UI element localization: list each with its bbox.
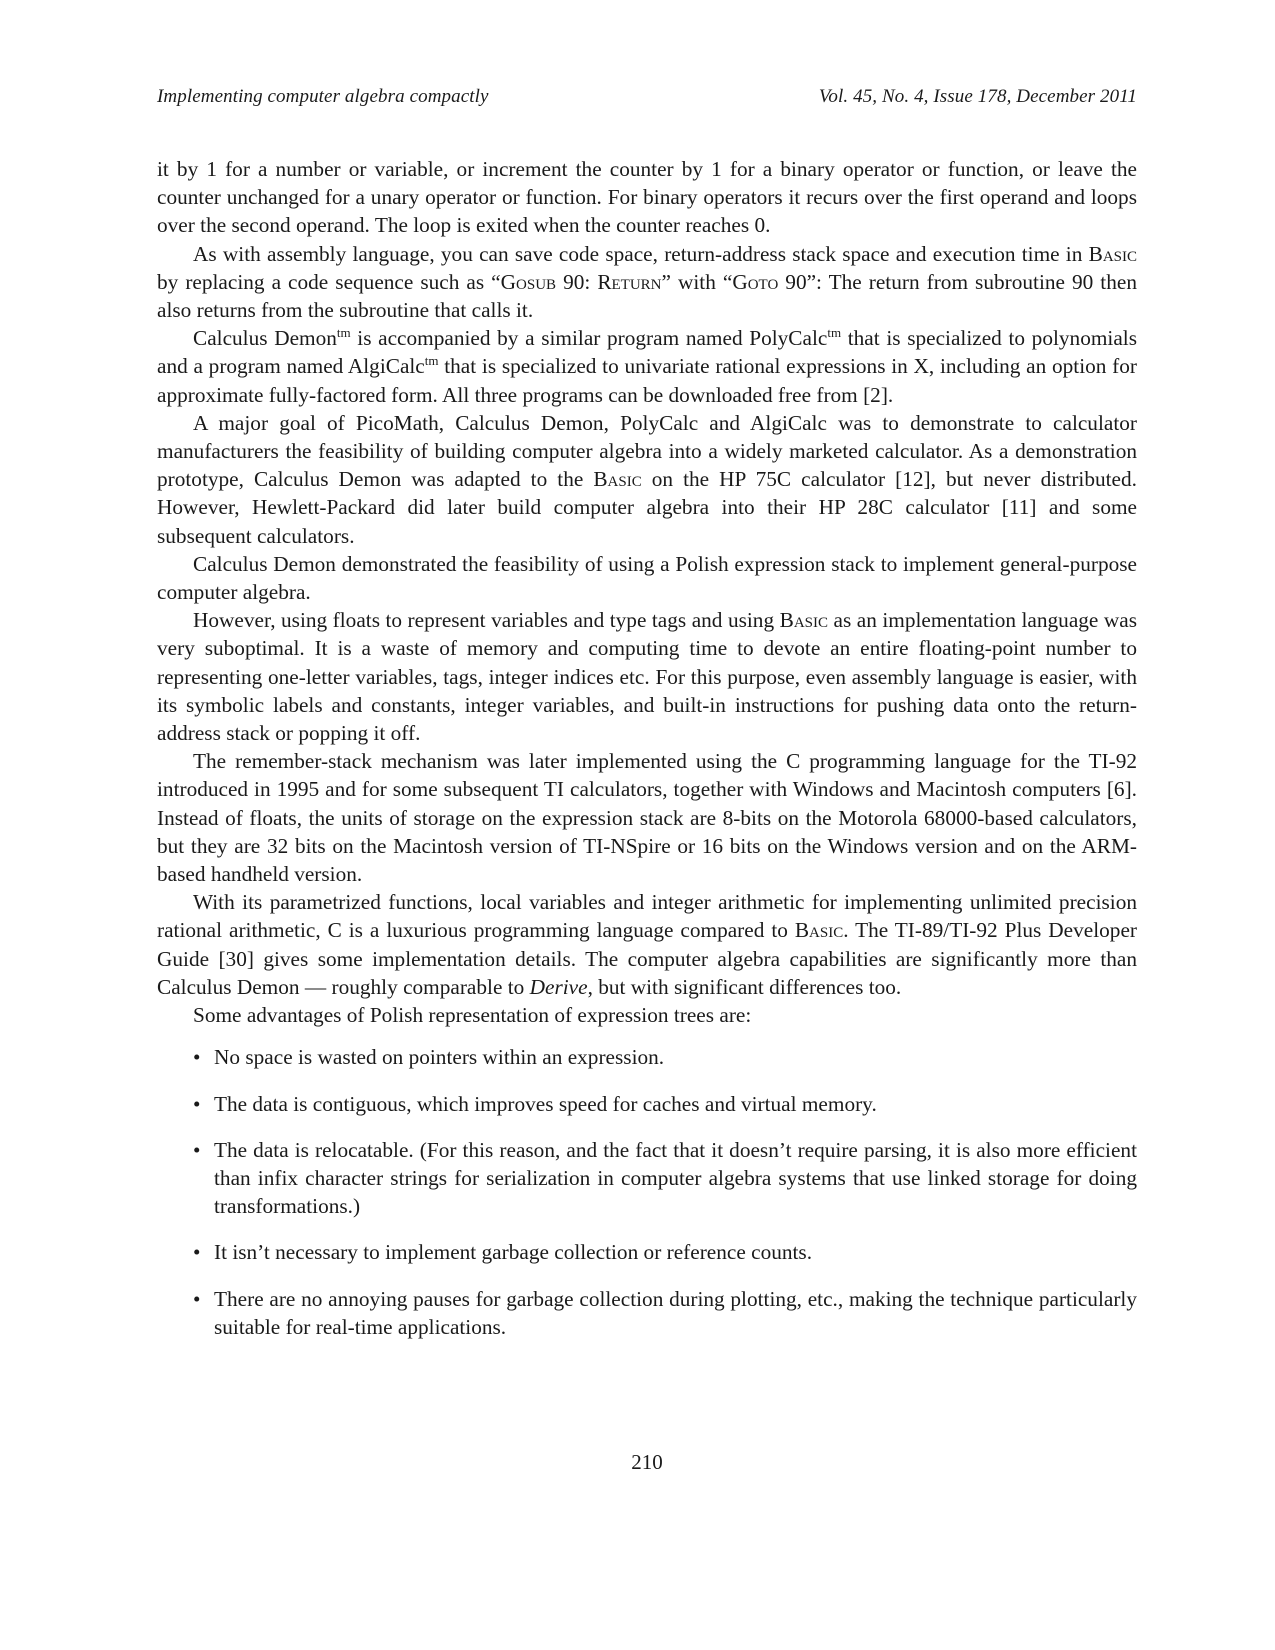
basic-keyword: Basic (593, 467, 642, 492)
body-text (157, 155, 1137, 1359)
bullet-icon: • (193, 1137, 201, 1162)
paragraph-c-language: With its parametrized functions, local variables and integer arithmetic for implementing unlimited precision rational arithmetic, C is a luxurious programming language compared to Basic. The TI-89/TI-92 Plus Developer Guide [30] gives some implementation details. The computer algebra capabilities are significantly more than Calculus Demon — roughly comparable to Derive, but with significant differences too. (157, 890, 1137, 999)
derive-product-name: Derive (529, 974, 588, 999)
bullet-icon: • (193, 1091, 201, 1116)
gosub-keyword: Gosub (500, 269, 557, 294)
paragraph-continued: it by 1 for a number or variable, or increment the counter by 1 for a binary operator or function, or leave the counter unchanged for a unary operator or function. For binary operators it recurs over the first operand and loops over the second operand. The loop is exited when the counter reaches 0. (157, 157, 1137, 238)
basic-keyword: Basic (1088, 241, 1137, 266)
trademark-mark: tm (336, 325, 351, 341)
paragraph-floats: However, using floats to represent variables and type tags and using Basic as an implementation language was very suboptimal. It is a waste of memory and computing time to devote an entire floating-point number to representing one-letter variables, tags, integer indices etc. For this purpose, even assembly language is easier, with its symbolic labels and constants, integer variables, and built-in instructions for pushing data onto the return-address stack or popping it off. (157, 608, 1138, 746)
paragraph-calculus-demon: Calculus Demon$^{tm}$ is accompanied by a similar program named PolyCalc$^{tm}$ that is specialized to polynomials and a program named AlgiCalc$^{tm}$ that is specialized to univariate rational expressions in X, including an option for approximate fully-factored form. All three programs can be downloaded free from [2]. (157, 325, 1137, 407)
page-number: 210 (631, 1450, 663, 1474)
header-issue-info: Vol. 45, No. 4, Issue 178, December 2011 (818, 86, 1137, 107)
goto-keyword: Goto (732, 269, 779, 294)
advantages-list (157, 1043, 1137, 1341)
basic-keyword: Basic (794, 918, 844, 943)
running-header (157, 86, 1137, 108)
paragraph-major-goal: A major goal of PicoMath, Calculus Demon, PolyCalc and AlgiCalc was to demonstrate to calculator manufacturers the feasibility of building computer algebra into a widely marketed calculator. As a demonstration prototype, Calculus Demon was adapted to the Basic on the HP 75C calculator [12], but never distributed. However, Hewlett-Packard did later build computer algebra into their HP 28C calculator [11] and some subsequent calculators. (157, 410, 1137, 548)
list-item: • The data is relocatable. (For this reason, and the fact that it doesn’t require parsing, it is also more efficient than infix character strings for serialization in computer algebra systems that use linked storage for doing transformations.) (193, 1137, 1137, 1219)
list-item: • It isn’t necessary to implement garbage collection or reference counts. (157, 1238, 1137, 1266)
list-item: • No space is wasted on pointers within an expression. (157, 1043, 1137, 1071)
list-item: • The data is contiguous, which improves speed for caches and virtual memory. (157, 1090, 1137, 1118)
bullet-icon: • (193, 1286, 201, 1311)
bullet-icon: • (193, 1240, 201, 1265)
paragraph-remember-stack: The remember-stack mechanism was later implemented using the C programming language for the TI-92 introduced in 1995 and for some subsequent TI calculators, together with Windows and Macintosh computers [6]. Instead of floats, the units of storage on the expression stack are 8-bits on the Motorola 68000-based calculators, but they are 32 bits on the Macintosh version of TI-NSpire or 16 bits on the Windows version and on the ARM-based handheld version. (157, 749, 1137, 887)
paragraph-feasibility: Calculus Demon demonstrated the feasibility of using a Polish expression stack to implement general-purpose computer algebra. (157, 551, 1137, 605)
return-keyword: Return (597, 269, 662, 294)
paragraph-advantages-intro: Some advantages of Polish representation of expression trees are: (193, 1003, 752, 1028)
bullet-icon: • (193, 1045, 201, 1070)
trademark-mark: tm (424, 353, 439, 369)
header-title: Implementing computer algebra compactly (157, 86, 489, 107)
list-item: • There are no annoying pauses for garbage collection during plotting, etc., making the technique particularly suitable for real-time applications. (193, 1286, 1137, 1339)
basic-keyword: Basic (779, 608, 828, 633)
trademark-mark: tm (827, 325, 842, 341)
paragraph-assembly-language: As with assembly language, you can save code space, return-address stack space and execution time in Basic by replacing a code sequence such as “Gosub 90: Return” with “Goto 90”: The return from subroutine 90 then also returns from the subroutine that calls it. (157, 241, 1137, 323)
